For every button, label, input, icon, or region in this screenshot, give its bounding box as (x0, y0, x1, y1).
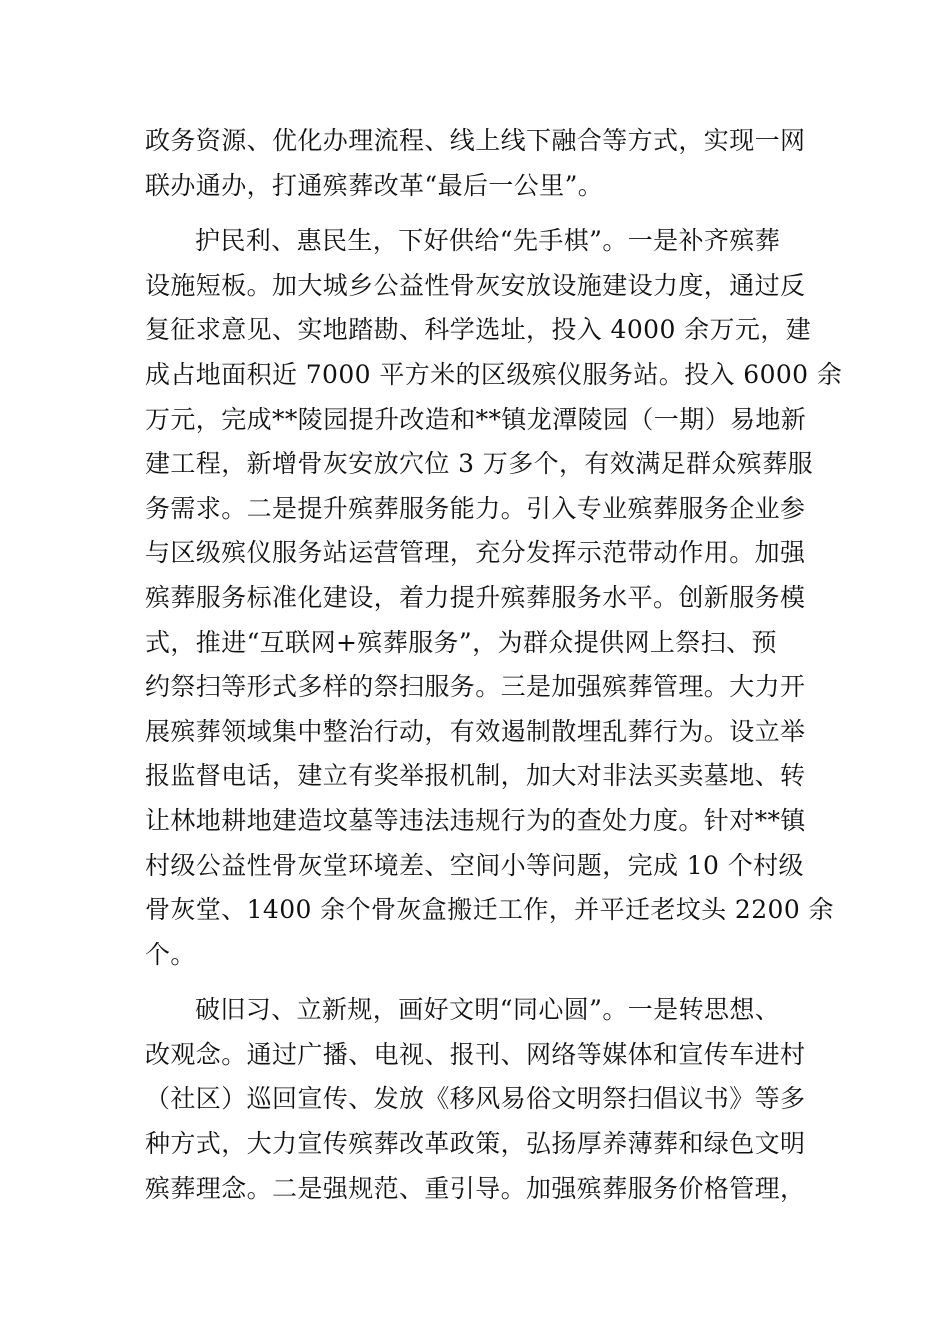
text-line: 政务资源、优化办理流程、线上线下融合等方式，实现一网 (145, 126, 806, 155)
text-line: 与区级殡仪服务站运营管理，充分发挥示范带动作用。加强 (145, 538, 806, 568)
text-line: 式，推进“互联网+殡葬服务”，为群众提供网上祭扫、预 (145, 627, 777, 657)
paragraph-3 (145, 988, 805, 1211)
text-line: 万元，完成**陵园提升改造和**镇龙潭陵园（一期）易地新 (145, 404, 807, 434)
text-line: 报监督电话，建立有奖举报机制，加大对非法买卖墓地、转 (145, 761, 806, 791)
text-line: 复征求意见、实地踏勘、科学选址，投入 4000 余万元，建 (145, 315, 812, 345)
text-line: 展殡葬领域集中整治行动，有效遏制散埋乱葬行为。设立举 (145, 716, 806, 746)
text-line: 让林地耕地建造坟墓等违法违规行为的查处力度。针对**镇 (145, 805, 806, 835)
text-line: 护民利、惠民生，下好供给“先手棋”。一是补齐殡葬 (195, 226, 781, 256)
text-line: 设施短板。加大城乡公益性骨灰安放设施建设力度，通过反 (145, 270, 806, 300)
text-line: 约祭扫等形式多样的祭扫服务。三是加强殡葬管理。大力开 (145, 672, 806, 702)
text-line: 种方式，大力宣传殡葬改革政策，弘扬厚养薄葬和绿色文明 (145, 1129, 806, 1159)
text-line: 殡葬服务标准化建设，着力提升殡葬服务水平。创新服务模 (145, 582, 806, 612)
text-line: 改观念。通过广播、电视、报刊、网络等媒体和宣传车进村 (145, 1039, 806, 1069)
text-line: 村级公益性骨灰堂环境差、空间小等问题，完成 10 个村级 (145, 850, 804, 880)
document-body (145, 119, 843, 1211)
text-line: （社区）巡回宣传、发放《移风易俗文明祭扫倡议书》等多 (145, 1084, 806, 1114)
paragraph-2 (145, 219, 843, 977)
text-line: 个。 (145, 939, 196, 969)
text-line: 殡葬理念。二是强规范、重引导。加强殡葬服务价格管理， (145, 1173, 806, 1203)
text-line: 建工程，新增骨灰安放穴位 3 万多个，有效满足群众殡葬服 (145, 449, 814, 479)
paragraph-1 (145, 119, 805, 208)
text-line: 骨灰堂、1400 余个骨灰盒搬迁工作，并平迁老坟头 2200 余 (145, 895, 834, 925)
text-line: 务需求。二是提升殡葬服务能力。引入专业殡葬服务企业参 (145, 493, 806, 523)
text-line: 破旧习、立新规，画好文明“同心圆”。一是转思想、 (195, 995, 781, 1025)
text-line: 联办通办，打通殡葬改革“最后一公里”。 (145, 170, 604, 200)
text-line: 成占地面积近 7000 平方米的区级殡仪服务站。投入 6000 余 (145, 359, 843, 389)
